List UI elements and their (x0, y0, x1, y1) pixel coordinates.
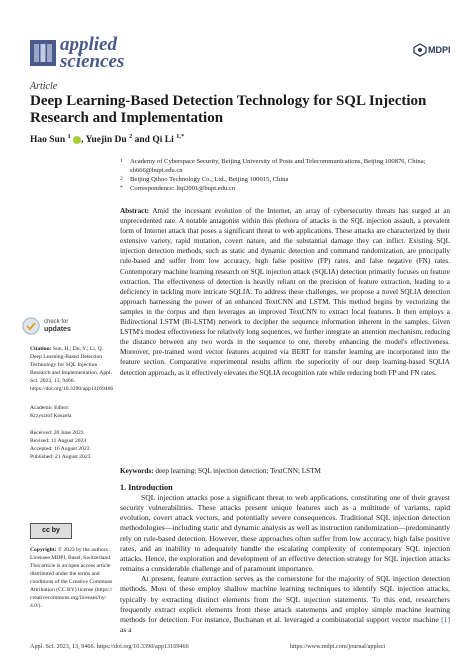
citation-label: Citation: (30, 346, 52, 352)
affiliations (120, 157, 450, 193)
editor-name: Krzysztof Koszela (30, 413, 72, 419)
publication-dates (30, 429, 116, 461)
copyright-label: Copyright: (30, 547, 57, 553)
date-revised: Revised: 11 August 2023 (30, 438, 87, 444)
affiliation-text: Academy of Cyberspace Security, Beijing University of Posts and Telecommunications, Beijing 100876, China; sh666@bupt.edu.cn (130, 158, 426, 174)
journal-name-line1: applied (60, 34, 117, 55)
paragraph-text: At present, feature extraction serves as the cornerstone for the majority of SQL injection detection methods. Most of these employ shallow machine learning techniques to identify SQL injection attacks, typically by extracting distinct elements from the SQL injection statements. To this end, researchers frequently extract explicit elements from these attack statements and employ simple machine learning methods for detection. For instance, Buchanan et al. leveraged a combinatorial support vector machine (120, 574, 450, 624)
check-for-label: check for (44, 318, 69, 325)
copyright-text: © 2023 by the authors. Licensee MDPI, Basel, Switzerland. This article is an open access article distributed under the terms and conditions of the Creative Commons Attribution (CC BY) license (https:// creativecommons.org/licenses/by/ 4.0/). (30, 547, 113, 609)
author-name[interactable]: Qi Li (152, 135, 174, 146)
keywords-text: deep learning; SQL injection detection; TextCNN; LSTM (155, 467, 321, 475)
author-affiliation-mark: 1,* (176, 133, 185, 140)
mdpi-logo-icon (413, 43, 427, 57)
paragraph-text: as a (120, 625, 132, 635)
keywords-label: Keywords: (120, 467, 154, 475)
affiliation-text: Beijing Qihoo Technology Co., Ltd., Beijing 100015, China (130, 176, 289, 183)
correspondence-text: Correspondence: liqi2001@bupt.edu.cn (130, 185, 236, 192)
author-name[interactable]: Yuejin Du (85, 135, 127, 146)
introduction-body (120, 493, 450, 635)
author-conjunction: and (134, 135, 150, 146)
paragraph: SQL injection attacks pose a significant threat to web applications, constituting one of their gravest security vulnerabilities. These attacks present unique features such as a multitude of variants, rapid evolution, covert attack vectors, and potentially severe consequences. Traditional SQL injection detection methodologies—including static and dynamic analysis as well as instruction randomization—predominantly rely on rule-based detection. However, these approaches often suffer from low accuracy, high false positive rates, and an inability to adequately handle the escalating complexity of contemporary SQL injection attacks. Hence, the exploration and development of an effective detection strategy for SQL injection attacks remains a considerable challenge and of paramount importance. (120, 493, 450, 574)
keywords (120, 467, 450, 475)
check-updates-text (44, 319, 71, 334)
editor-label: Academic Editor: (30, 405, 70, 411)
date-accepted: Accepted: 16 August 2023 (30, 446, 90, 452)
affiliation-number: 2 (120, 176, 123, 182)
paragraph (120, 574, 450, 635)
journal-name[interactable] (60, 36, 124, 70)
footer-citation[interactable]: Appl. Sci. 2023, 13, 9466. https://doi.org/10.3390/app13169466 (30, 643, 189, 650)
abstract (120, 206, 450, 378)
journal-logo-icon (30, 40, 56, 66)
check-for-updates-badge[interactable] (22, 317, 102, 335)
author-name[interactable]: Hao Sun (30, 135, 66, 146)
citation-text: Sun, H.; Du, Y.; Li, Q. Deep Learning-Based Detection Technology for SQL Injection Research and Implementation. Appl. Sci. 2023, 13, 9466. https://doi.org/10.3390/app13169466 (30, 346, 114, 392)
date-received: Received: 20 June 2023 (30, 430, 84, 436)
cc-license-badge[interactable]: cc by (30, 523, 72, 539)
orcid-icon[interactable] (73, 135, 84, 146)
section-heading: 1. Introduction (120, 483, 173, 492)
author-affiliation-mark: 1 (67, 133, 71, 140)
check-updates-icon (22, 317, 40, 335)
citation-block (30, 345, 116, 393)
paper-title: Deep Learning-Based Detection Technology for SQL Injection Research and Implementation (30, 93, 427, 126)
citation-link[interactable]: [1] (441, 614, 450, 624)
article-type: Article (30, 81, 58, 92)
affiliation-number: 1 (120, 158, 123, 164)
abstract-text: Amid the incessant evolution of the Internet, an array of cybersecurity threats has surged at an unprecedented rate. A notable antagonist within this plethora of attacks is the SQL injection assault, a prevalent form of Internet attack that poses a significant threat to web applications. These attacks are characterized by their extensive variety, rapid mutation, covert nature, and the substantial damage they can inflict. Existing SQL injection detection methods, such as static and dynamic detection and command randomization, are principally rule-based and suffer from low accuracy, high false positive (FP) rates, and false negative (FN) rates. Contemporary machine learning research on SQL injection attack (SQLIA) detection primarily focuses on feature extraction. The effectiveness of detection is heavily reliant on the precision of feature extraction, leading to a deficiency in tackling more intricate SQLIA. To address these challenges, we propose a novel SQLIA detection approach harnessing the power of an enhanced TextCNN and LSTM. This method begins by vectorizing the samples in the corpus and then leverages an improved TextCNN to extract local features. It then employs a Bidirectional LSTM (Bi-LSTM) network to decipher the sequence information inherent in the samples. Given LSTM's modest effectiveness for relatively long sequences, we further integrate an attention mechanism, reducing the distance between any two words in the sequence to one, thereby enhancing the model's effectiveness. Moreover, pre-trained word vector features acquired via BERT for transfer learning are incorporated into the feature section. Comparative experimental results affirm the superiority of our deep learning-based SQLIA detection approach, as it effectively elevates the SQLIA recognition rate while reducing both FP and FN rates. (120, 207, 450, 377)
updates-label: updates (44, 325, 71, 333)
journal-name-line2: sciences (60, 51, 125, 72)
copyright-block (30, 546, 116, 610)
author-affiliation-mark: 2 (129, 133, 133, 140)
academic-editor (30, 404, 116, 420)
journal-logo (30, 40, 56, 66)
affiliation-item (120, 157, 450, 175)
author-separator: , (81, 135, 84, 146)
date-published: Published: 21 August 2023 (30, 454, 91, 460)
abstract-label: Abstract: (120, 207, 150, 215)
footer-journal-link[interactable]: https://www.mdpi.com/journal/applsci (290, 643, 386, 650)
author-list (30, 133, 184, 145)
affiliation-item (120, 184, 450, 193)
publisher-name: MDPI (428, 45, 451, 55)
affiliation-item (120, 175, 450, 184)
affiliation-number: * (120, 185, 123, 191)
